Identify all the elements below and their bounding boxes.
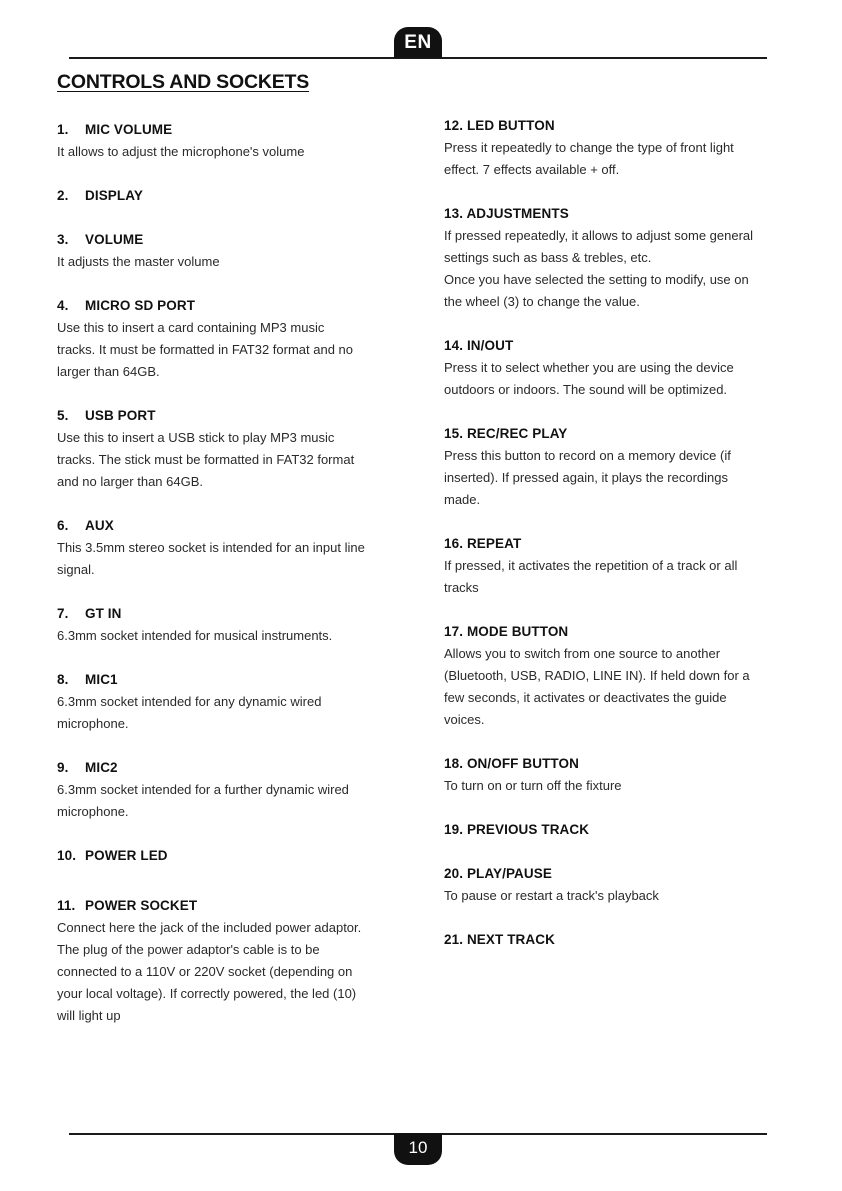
item-heading: 13. ADJUSTMENTS bbox=[444, 206, 569, 221]
control-item-13 bbox=[444, 203, 753, 313]
item-heading: 17. MODE BUTTON bbox=[444, 624, 569, 639]
control-item-4 bbox=[57, 295, 353, 383]
item-description: Use this to insert a USB stick to play MP3 music tracks. The stick must be formatted in FAT32 format and no larger than 64GB. bbox=[57, 430, 355, 489]
page-title: CONTROLS AND SOCKETS bbox=[57, 71, 310, 93]
item-description: It adjusts the master volume bbox=[57, 254, 220, 269]
control-item-20 bbox=[444, 863, 659, 907]
item-description: Allows you to switch from one source to another (Bluetooth, USB, RADIO, LINE IN). If held down for a few seconds, it activates or deactivates the guide voices. bbox=[444, 646, 750, 727]
item-heading: 4. MICRO SD PORT bbox=[57, 298, 196, 313]
item-heading: 16. REPEAT bbox=[444, 536, 522, 551]
item-description: If pressed, it activates the repetition of a track or all tracks bbox=[444, 558, 738, 595]
control-item-19 bbox=[444, 819, 589, 841]
item-heading: 8. MIC1 bbox=[57, 672, 118, 687]
item-heading: 9. MIC2 bbox=[57, 760, 118, 775]
item-heading: 3. VOLUME bbox=[57, 232, 144, 247]
control-item-16 bbox=[444, 533, 737, 599]
item-description: Connect here the jack of the included power adaptor. The plug of the power adaptor's cable is to be connected to a 110V or 220V socket (depending on your local voltage). If correctly powered, the led (10) will light up bbox=[57, 920, 362, 1023]
item-heading: 1. MIC VOLUME bbox=[57, 122, 173, 137]
item-heading: 21. NEXT TRACK bbox=[444, 932, 555, 947]
item-heading: 15. REC/REC PLAY bbox=[444, 426, 568, 441]
item-heading: 20. PLAY/PAUSE bbox=[444, 866, 552, 881]
item-description: Use this to insert a card containing MP3 music tracks. It must be formatted in FAT32 format and no larger than 64GB. bbox=[57, 320, 353, 379]
control-item-12 bbox=[444, 115, 734, 181]
item-heading: 18. ON/OFF BUTTON bbox=[444, 756, 579, 771]
page-number: 10 bbox=[394, 1133, 442, 1165]
item-heading: 7. GT IN bbox=[57, 606, 122, 621]
control-item-6 bbox=[57, 515, 365, 581]
control-item-5 bbox=[57, 405, 354, 493]
item-heading: 19. PREVIOUS TRACK bbox=[444, 822, 590, 837]
item-description: Press it repeatedly to change the type of front light effect. 7 effects available + off. bbox=[444, 140, 734, 177]
item-description: 6.3mm socket intended for any dynamic wired microphone. bbox=[57, 694, 322, 731]
item-description: To pause or restart a track's playback bbox=[444, 888, 659, 903]
item-description: If pressed repeatedly, it allows to adjust some general settings such as bass & trebles, etc. Once you have selected the setting to modify, use on the wheel (3) to change the value. bbox=[444, 228, 754, 309]
control-item-14 bbox=[444, 335, 734, 401]
item-description: It allows to adjust the microphone's volume bbox=[57, 144, 305, 159]
item-heading: 11. POWER SOCKET bbox=[57, 898, 198, 913]
item-heading: 6. AUX bbox=[57, 518, 114, 533]
control-item-8 bbox=[57, 669, 321, 735]
control-item-10 bbox=[57, 845, 168, 867]
item-description: Press this button to record on a memory device (if inserted). If pressed again, it plays the recordings made. bbox=[444, 448, 731, 507]
control-item-9 bbox=[57, 757, 349, 823]
control-item-3 bbox=[57, 229, 220, 273]
item-heading: 5. USB PORT bbox=[57, 408, 156, 423]
control-item-11 bbox=[57, 895, 361, 1027]
language-tab: EN bbox=[394, 27, 442, 58]
item-heading: 14. IN/OUT bbox=[444, 338, 514, 353]
control-item-1 bbox=[57, 119, 304, 163]
control-item-7 bbox=[57, 603, 332, 647]
control-item-2 bbox=[57, 185, 143, 207]
control-item-17 bbox=[444, 621, 750, 731]
item-heading: 2. DISPLAY bbox=[57, 188, 143, 203]
item-description: 6.3mm socket intended for musical instruments. bbox=[57, 628, 333, 643]
control-item-15 bbox=[444, 423, 731, 511]
control-item-18 bbox=[444, 753, 622, 797]
item-description: Press it to select whether you are using the device outdoors or indoors. The sound will be optimized. bbox=[444, 360, 734, 397]
item-description: This 3.5mm stereo socket is intended for an input line signal. bbox=[57, 540, 365, 577]
item-description: 6.3mm socket intended for a further dynamic wired microphone. bbox=[57, 782, 349, 819]
item-description: To turn on or turn off the fixture bbox=[444, 778, 622, 793]
item-heading: 12. LED BUTTON bbox=[444, 118, 555, 133]
item-heading: 10. POWER LED bbox=[57, 848, 168, 863]
control-item-21 bbox=[444, 929, 555, 951]
